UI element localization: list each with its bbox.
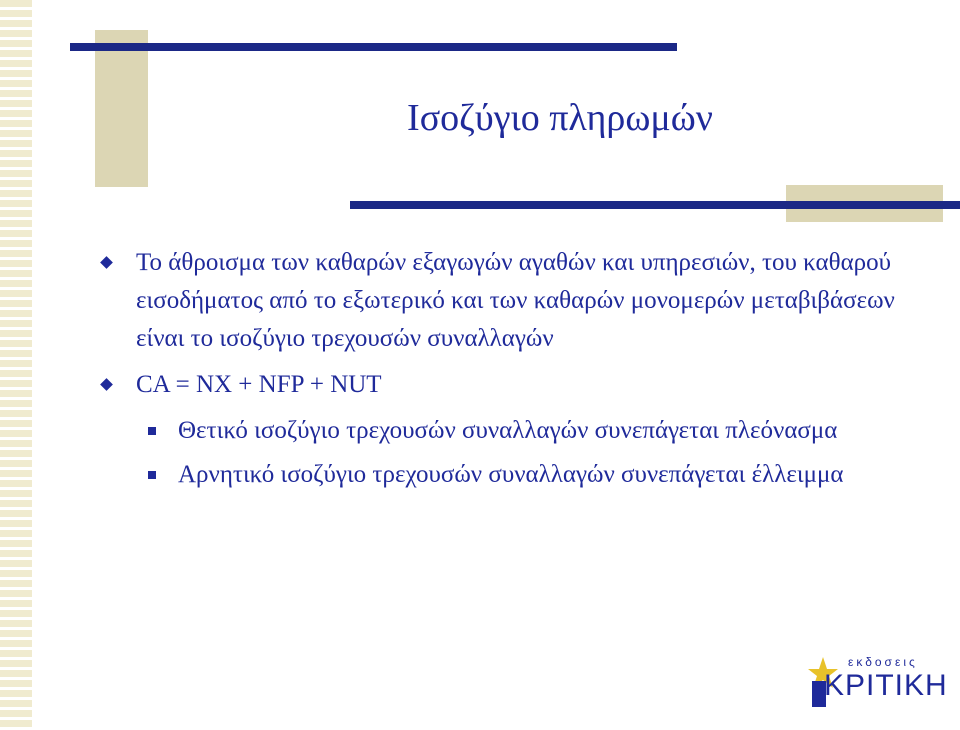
- bullet-current-account-definition: [98, 244, 938, 358]
- right-navy-bar: [350, 201, 960, 209]
- sub-bullet-positive-balance: [98, 412, 938, 450]
- sub-bullet-text: Αρνητικό ισοζύγιο τρεχουσών συναλλαγών συνεπάγεται έλλειμμα: [178, 461, 844, 488]
- square-bullet-icon: [148, 471, 156, 479]
- bullet-ca-formula: [98, 366, 938, 404]
- top-left-beige-block: [95, 30, 148, 187]
- kritiki-publisher-logo: [808, 655, 948, 715]
- top-navy-bar: [70, 43, 677, 51]
- logo-small-text: εκδοσεις: [848, 655, 918, 669]
- slide-content: [98, 244, 938, 500]
- left-striped-decoration: [0, 0, 38, 730]
- diamond-bullet-icon: [100, 256, 113, 269]
- logo-big-text: ΚΡΙΤΙΚΗ: [824, 669, 948, 702]
- sub-bullet-negative-balance: [98, 456, 938, 494]
- diamond-bullet-icon: [100, 378, 113, 391]
- bullet-text: Το άθροισμα των καθαρών εξαγωγών αγαθών και υπηρεσιών, του καθαρού εισοδήματος από το εξωτερικό και των καθαρών μονομερών μεταβιβάσεων είναι το ισοζύγιο τρεχουσών συναλλαγών: [136, 249, 895, 352]
- bullet-text: CA = NX + NFP + NUT: [136, 371, 382, 398]
- sub-bullet-text: Θετικό ισοζύγιο τρεχουσών συναλλαγών συνεπάγεται πλεόνασμα: [178, 417, 838, 444]
- square-bullet-icon: [148, 427, 156, 435]
- slide-title: Ισοζύγιο πληρωμών: [407, 97, 713, 139]
